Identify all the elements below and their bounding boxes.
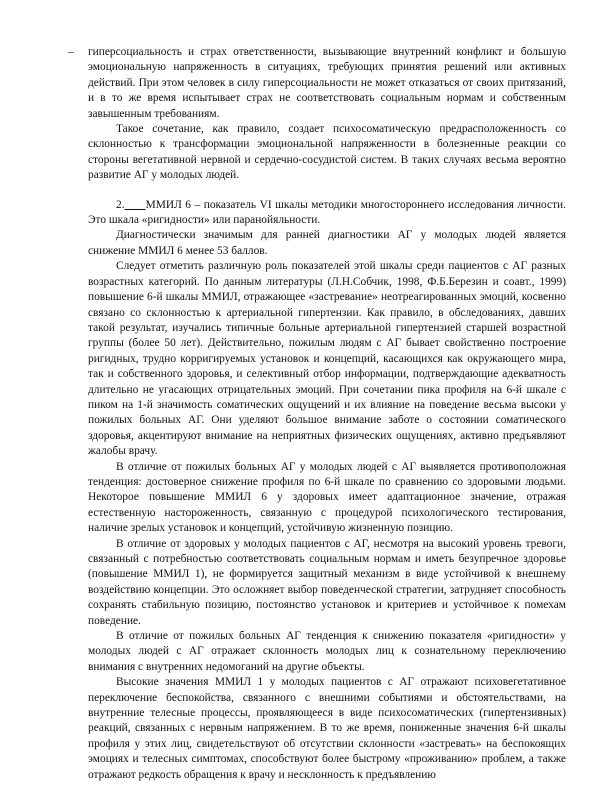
paragraph: В отличие от здоровых у молодых пациентов с АГ, несмотря на высокий уровень тревоги, связанный с потребностью соответствовать социальным нормам и иметь безупречное здоровье (повышение ММИЛ 1), не формируется защитный механизм в виде устойчивой к внешнему воздействию концепции. Это осложняет выбор поведенческой стратегии, затрудняет способность сохранять стабильную позицию, постоянство установок и критериев и устойчивое к помехам поведение. [88, 537, 566, 627]
paragraph: В отличие от пожилых больных АГ тенденция к снижению показателя «ригидности» у молодых людей с АГ отражает склонность молодых лиц к сознательному переключению внимания с внутренних недомоганий на другие объекты. [88, 630, 566, 673]
item-text: – показатель VI шкалы методики многостороннего исследования личности. Это шкала «ригидности» или паранойяльности. [88, 198, 566, 227]
numbered-item [88, 198, 566, 229]
item-term: ММИЛ 6 [145, 198, 192, 211]
document-body [68, 45, 566, 783]
paragraph: Диагностически значимым для ранней диагностики АГ у молодых людей является снижение ММИЛ 6 менее 53 баллов. [88, 229, 566, 257]
paragraph: Высокие значения ММИЛ 1 у молодых пациентов с АГ отражают психовегетативное переключение беспокойства, связанного с внешними событиями и обстоятельствами, на внутренние телесные процессы, проявляющееся в виде психосоматических (гипертензивных) реакций, связанных с нервным напряжением. В то же время, пониженные значения 6-й шкалы профиля у этих лиц, свидетельствуют об отсутствии склонности «застревать» на беспокоящих эмоциях и телесных симптомах, способствуют более быстрому «проживанию» проблем, а также отражают редкость обращения к врачу и несклонность к предъявлению [88, 676, 566, 781]
paragraph: Следует отметить различную роль показателей этой шкалы среди пациентов с АГ разных возрастных категорий. По данным литературы (Л.Н.Собчик, 1998, Ф.Б.Березин и соавт., 1999) повышение 6-й шкалы ММИЛ, отражающее «застревание» неотреагированных эмоций, косвенно связано со склонностью к артериальной гипертензии. Как правило, в обследованиях, давших такой результат, изучались типичные больные артериальной гипертензией старшей возрастной группы (более 50 лет). Действительно, пожилым людям с АГ бывает свойственно построение ригидных, трудно корригируемых установок и концепций, касающихся как окружающего мира, так и собственного здоровья, и селективный отбор информации, подтверждающие адекватность длительно не угасающих отрицательных эмоций. При сочетании пика профиля на 6-й шкале с пиком на 1-й значимость соматических ощущений и их влияние на поведение весьма высоки у пожилых больных АГ. Они уделяют большое внимание заботе о состоянии соматического здоровья, акцентируют внимание на неприятных физических ощущениях, активно предъявляют жалобы врачу. [88, 260, 566, 458]
list-item [68, 45, 566, 122]
list-dash: – [68, 46, 74, 58]
item-number: 2. [116, 198, 125, 211]
paragraph: В отличие от пожилых больных АГ у молодых людей с АГ выявляется противоположная тенденция: достоверное снижение профиля по 6-й шкале по сравнению со здоровыми людьми. Некоторое повышение ММИЛ 6 у здоровых имеет адаптационное значение, отражая естественную настороженность, связанную с процедурой психологического тестирования, наличие зрелых установок и концепций, устойчивую жизненную позицию. [88, 460, 566, 535]
paragraph: Такое сочетание, как правило, создает психосоматическую предрасположенность со склонностью к трансформации эмоциональной напряженности в болезненные реакции со стороны вегетативной нервной и сердечно-сосудистой систем. В таких случаях весьма вероятно развитие АГ у молодых людей. [88, 123, 566, 182]
paragraph-gap [88, 184, 566, 198]
paragraph-text: гиперсоциальность и страх ответственности, вызывающие внутренний конфликт и большую эмоциональную напряженность в ситуациях, требующих принятия решений или активных действий. При этом человек в силу гиперсоциальности не может отказаться от своих притязаний, и в то же время испытывает страх не соответствовать социальным нормам и собственным завышенным требованиям. [88, 46, 566, 120]
